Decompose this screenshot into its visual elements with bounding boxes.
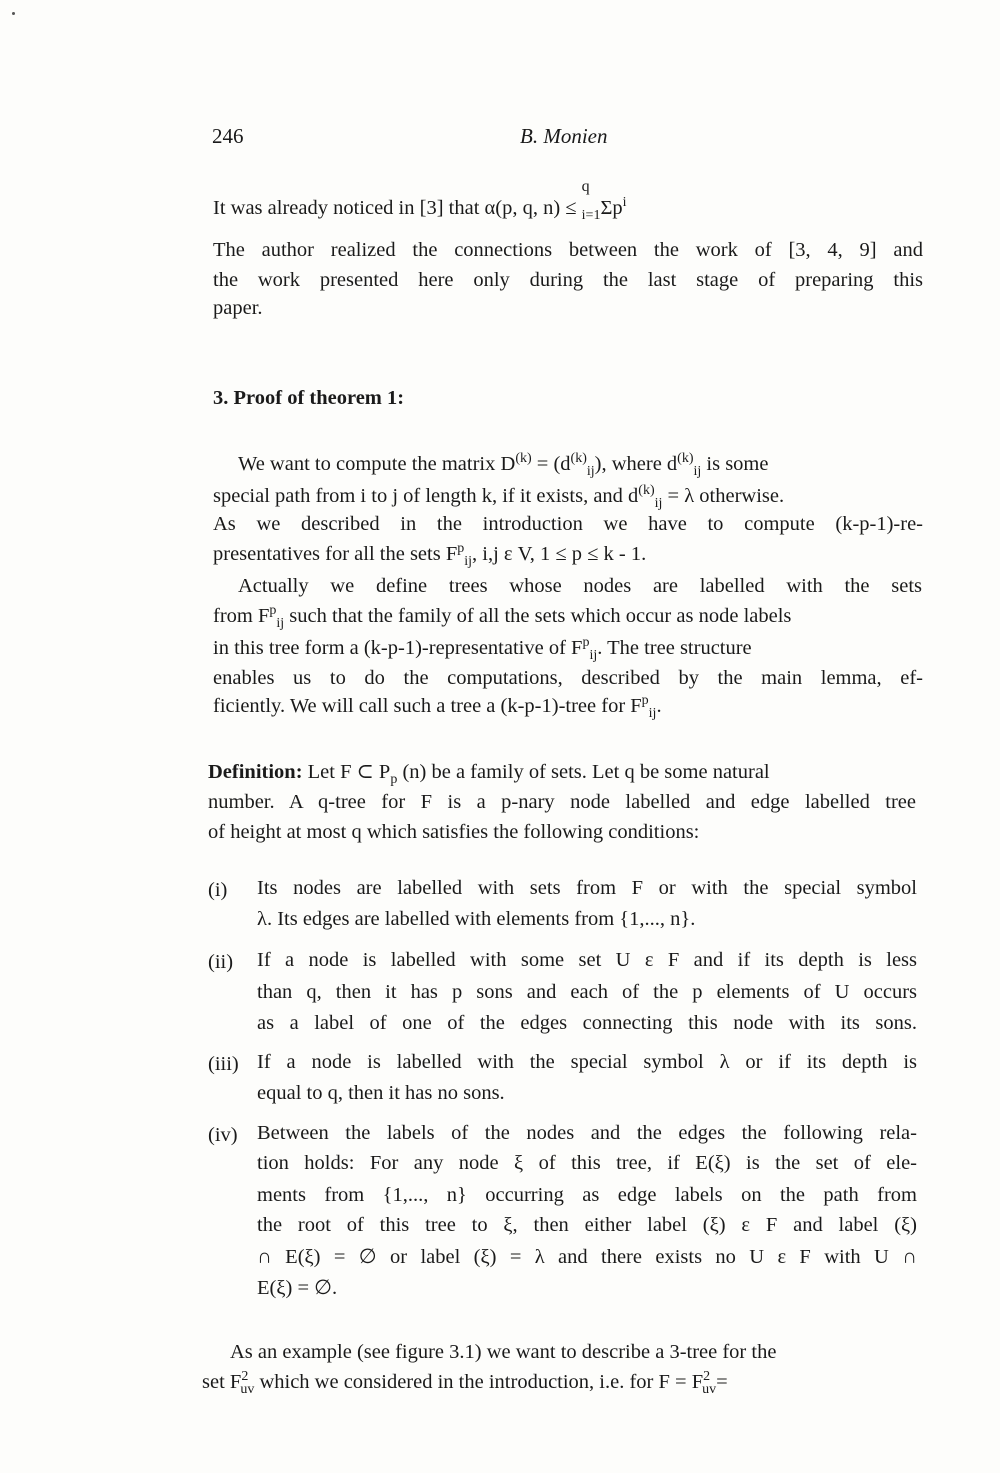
text: such that the family of all the sets which occur as node labels: [284, 605, 792, 627]
condition-number: (ii): [208, 951, 234, 973]
subscript: ij: [464, 554, 473, 570]
superscript: p: [269, 603, 277, 619]
condition-line: ments from {1,..., n} occurring as edge labels on the path from: [257, 1184, 917, 1206]
sum-exponent: i: [622, 195, 627, 211]
condition-line: as a label of one of the edges connecting this node with its sons.: [257, 1012, 917, 1034]
subscript: ij: [276, 616, 285, 632]
subscript: ij: [648, 706, 657, 722]
para-1-line-1: [213, 178, 923, 224]
para-3-line-2: [213, 602, 923, 631]
para-3-line-4: enables us to do the computations, described by the main lemma, ef-: [213, 667, 923, 689]
text: ficiently. We will call such a tree a (k-p-1)-tree for F: [213, 695, 642, 717]
superscript: p: [457, 541, 465, 557]
definition-line-3: of height at most q which satisfies the following conditions:: [208, 821, 700, 843]
condition-line: the root of this tree to ξ, then either label (ξ) ε F and label (ξ): [257, 1214, 917, 1236]
superscript: (k): [515, 451, 532, 467]
page-number: 246: [212, 124, 244, 148]
para-4-line-2: [202, 1368, 918, 1397]
subscript: ij: [654, 496, 663, 512]
para-3-line-3: [213, 634, 923, 663]
condition-line: Between the labels of the nodes and the edges the following rela-: [257, 1122, 917, 1144]
text: Let F ⊂ P: [302, 761, 391, 783]
para-1-line-3: the work presented here only during the last stage of preparing this: [213, 269, 923, 291]
para-3-line-1: Actually we define trees whose nodes are labelled with the sets: [238, 575, 922, 597]
superscript: 2: [241, 1369, 249, 1385]
text: which we considered in the introduction, i.e. for F = F: [254, 1371, 704, 1393]
superscript: 2: [703, 1369, 711, 1385]
sum-symbol: Σ: [600, 197, 613, 219]
para-2-line-2: [213, 482, 923, 511]
condition-line: Its nodes are labelled with sets from F or with the special symbol: [257, 877, 917, 899]
sum-term: p: [612, 197, 623, 219]
condition-number: (iii): [208, 1053, 239, 1075]
condition-number: (iv): [208, 1124, 238, 1146]
text: .: [656, 695, 662, 717]
subscript: uv: [240, 1382, 255, 1398]
scan-speck: [12, 12, 15, 15]
superscript: (k): [638, 483, 655, 499]
text: ), where d: [594, 453, 678, 475]
subscript: ij: [693, 464, 702, 480]
text: presentatives for all the sets F: [213, 543, 458, 565]
text: . The tree structure: [597, 637, 752, 659]
condition-line: If a node is labelled with the special symbol λ or if its depth is: [257, 1051, 917, 1073]
sum-lower-limit: i=1: [581, 208, 601, 224]
subscript: ij: [589, 648, 598, 664]
definition-label: Definition:: [208, 761, 303, 783]
text: special path from i to j of length k, if it exists, and d: [213, 485, 639, 507]
para-4-line-1: As an example (see figure 3.1) we want to describe a 3-tree for the: [230, 1341, 777, 1363]
sum-upper-limit: q: [581, 178, 590, 195]
para-1-line-2: The author realized the connections between the work of [3, 4, 9] and: [213, 239, 923, 261]
text: = (d: [531, 453, 571, 475]
para-2-line-1: [238, 450, 922, 479]
condition-line: If a node is labelled with some set U ε F and if its depth is less: [257, 949, 917, 971]
text: , i,j ε V, 1 ≤ p ≤ k - 1.: [472, 543, 647, 565]
superscript: (k): [677, 451, 694, 467]
condition-line: ∩ E(ξ) = ∅ or label (ξ) = λ and there exists no U ε F with U ∩: [257, 1246, 917, 1268]
para-1-line-4: paper.: [213, 297, 263, 319]
text: = λ otherwise.: [662, 485, 785, 507]
condition-line: tion holds: For any node ξ of this tree, if E(ξ) is the set of ele-: [257, 1152, 917, 1174]
condition-number: (i): [208, 879, 228, 901]
section-heading: 3. Proof of theorem 1:: [213, 387, 405, 409]
text: =: [716, 1371, 728, 1393]
para-2-line-3: As we described in the introduction we have to compute (k-p-1)-re-: [213, 513, 923, 535]
text: set F: [202, 1371, 242, 1393]
superscript: (k): [570, 451, 587, 467]
superscript: p: [641, 693, 649, 709]
subscript: uv: [702, 1382, 717, 1398]
text: It was already noticed in [3] that α(p, q, n) ≤: [213, 197, 582, 219]
sum-expression: [581, 178, 627, 224]
running-head-author: B. Monien: [520, 124, 608, 148]
condition-line: than q, then it has p sons and each of the p elements of U occurs: [257, 981, 917, 1003]
text: from F: [213, 605, 270, 627]
para-3-line-5: [213, 692, 923, 721]
definition-line-2: number. A q-tree for F is a p-nary node labelled and edge labelled tree: [208, 791, 916, 813]
text: (n) be a family of sets. Let q be some natural: [397, 761, 770, 783]
definition-line-1: [208, 758, 920, 787]
condition-line: λ. Its edges are labelled with elements from {1,..., n}.: [257, 908, 696, 930]
subscript: ij: [586, 464, 595, 480]
condition-line: equal to q, then it has no sons.: [257, 1082, 505, 1104]
para-2-line-4: [213, 540, 923, 569]
text: is some: [701, 453, 769, 475]
text: We want to compute the matrix D: [238, 453, 516, 475]
subscript: p: [390, 772, 398, 788]
text: in this tree form a (k-p-1)-representative of F: [213, 637, 583, 659]
superscript: p: [582, 635, 590, 651]
condition-line: E(ξ) = ∅.: [257, 1277, 338, 1299]
